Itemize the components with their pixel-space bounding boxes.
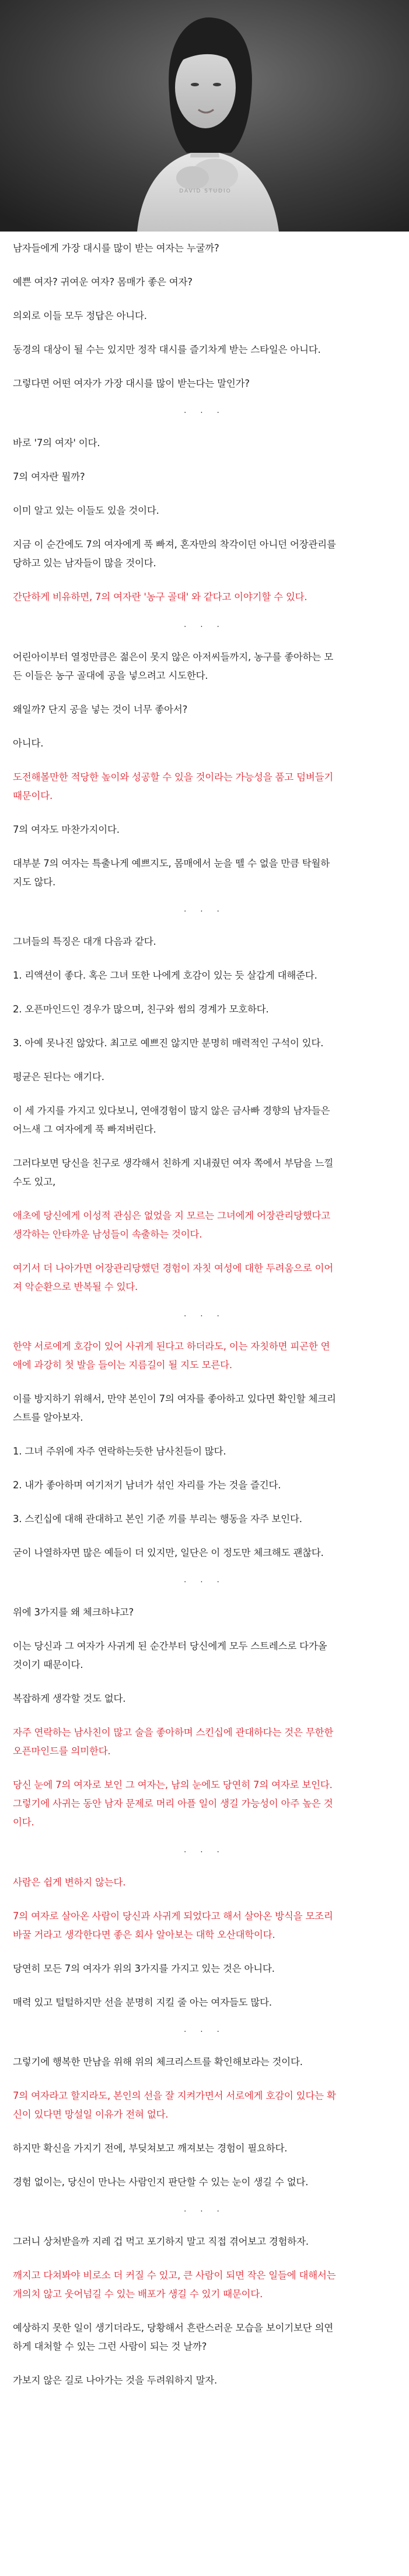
text-line: 그러다보면 당신을 친구로 생각해서 친하게 지내줬던 여자 쪽에서 부담을 느낄 bbox=[13, 1158, 334, 1169]
text-line: 그렇다면 어떤 여자가 가장 대시를 많이 받는다는 말인가? bbox=[13, 378, 250, 389]
text-line: 매력 있고 털털하지만 선을 분명히 지킬 줄 아는 여자들도 많다. bbox=[13, 1997, 272, 2008]
text-line: 당연히 모든 7의 여자가 위의 3가지를 가지고 있는 것은 아니다. bbox=[13, 1963, 275, 1974]
text-line: 7의 여자도 마찬가지이다. bbox=[13, 824, 120, 835]
text-line: 든 이들은 농구 골대에 공을 넣으려고 시도한다. bbox=[13, 670, 208, 681]
text-line: 아니다. bbox=[13, 738, 44, 749]
text-line: 3. 아예 못나진 않았다. 최고로 예쁘진 않지만 분명히 매력적인 구석이 있다. bbox=[13, 1038, 324, 1049]
highlighted-text-line: 도전해볼만한 적당한 높이와 성공할 수 있을 것이라는 가능성을 품고 덤벼들기 bbox=[13, 772, 334, 783]
text-line: 1. 리액션이 좋다. 혹은 그녀 또한 나에게 호감이 있는 듯 살갑게 대해준다. bbox=[13, 970, 317, 981]
text-line: 굳이 나열하자면 많은 예들이 더 있지만, 일단은 이 정도만 체크해도 괜찮다. bbox=[13, 1547, 324, 1558]
portrait-illustration bbox=[0, 0, 409, 232]
text-line: 남자들에게 가장 대시를 많이 받는 여자는 누굴까? bbox=[13, 243, 219, 254]
text-line: 의외로 이들 모두 정답은 아니다. bbox=[13, 310, 147, 321]
highlighted-text-line: 오픈마인드를 의미한다. bbox=[13, 1746, 111, 1757]
text-line: 하지만 확신을 가지기 전에, 부딪쳐보고 깨져보는 경험이 필요하다. bbox=[13, 2143, 288, 2154]
section-separator: · · · bbox=[184, 2028, 225, 2037]
section-separator: · · · bbox=[184, 623, 225, 632]
highlighted-text-line: 7의 여자라고 할지라도, 본인의 선을 잘 지켜가면서 서로에게 호감이 있다는 확 bbox=[13, 2090, 336, 2101]
text-line: 그녀들의 특징은 대개 다음과 같다. bbox=[13, 936, 156, 947]
section-separator: · · · bbox=[184, 1312, 225, 1321]
text-line: 2. 오픈마인드인 경우가 많으며, 친구와 썸의 경계가 모호하다. bbox=[13, 1004, 269, 1015]
highlighted-text-line: 애에 과강히 첫 발을 들이는 지름길이 될 지도 모른다. bbox=[13, 1359, 232, 1371]
text-line: 위에 3가지를 왜 체크하냐고? bbox=[13, 1607, 134, 1618]
text-line: 그렇기에 행복한 만남을 위해 위의 체크리스트를 확인해보라는 것이다. bbox=[13, 2056, 303, 2067]
text-line: 어느새 그 여자에게 푹 빠져버린다. bbox=[13, 1124, 156, 1135]
highlighted-text-line: 애초에 당신에게 이성적 관심은 없었을 지 모르는 그녀에게 어장관리당했다고 bbox=[13, 1210, 331, 1221]
text-line: 복잡하게 생각할 것도 없다. bbox=[13, 1693, 126, 1704]
hero-photo bbox=[0, 0, 409, 232]
text-line: 바로 '7의 여자' 이다. bbox=[13, 437, 100, 448]
text-line: 지금 이 순간에도 7의 여자에게 푹 빠져, 혼자만의 착각이던 아니던 어장관리를 bbox=[13, 539, 336, 550]
text-line: 것이기 때문이다. bbox=[13, 1659, 83, 1670]
text-line: 스트를 알아보자. bbox=[13, 1412, 83, 1423]
photo-caption: DAVID STUDIO bbox=[179, 188, 232, 194]
text-line: 평균은 된다는 얘기다. bbox=[13, 1071, 104, 1082]
highlighted-text-line: 때문이다. bbox=[13, 790, 53, 801]
highlighted-text-line: 여기서 더 나아가면 어장관리당했던 경험이 자칫 여성에 대한 두려움으로 이어 bbox=[13, 1263, 334, 1274]
text-line: 예쁜 여자? 귀여운 여자? 몸매가 좋은 여자? bbox=[13, 276, 193, 288]
text-line: 수도 있고, bbox=[13, 1176, 56, 1187]
highlighted-text-line: 생각하는 안타까운 남성들이 속출하는 것이다. bbox=[13, 1229, 202, 1240]
text-line: 2. 내가 좋아하며 여기저기 남녀가 섞인 자리를 가는 것을 즐긴다. bbox=[13, 1480, 281, 1491]
text-line: 이 세 가지를 가지고 있다보니, 연애경험이 많지 않은 금사빠 경향의 남자들은 bbox=[13, 1105, 330, 1116]
text-line: 경험 없이는, 당신이 만나는 사람인지 판단할 수 있는 눈이 생길 수 없다. bbox=[13, 2177, 309, 2188]
text-line: 1. 그녀 주위에 자주 연락하는듯한 남사친들이 많다. bbox=[13, 1446, 226, 1457]
section-separator: · · · bbox=[184, 409, 225, 418]
text-line: 왜일까? 단지 공을 넣는 것이 너무 좋아서? bbox=[13, 704, 188, 715]
highlighted-text-line: 그렇기에 사귀는 동안 남자 문제로 머리 아플 일이 생길 가능성이 아주 높은 것 bbox=[13, 1798, 333, 1809]
text-line: 7의 여자란 뭘까? bbox=[13, 471, 85, 482]
highlighted-text-line: 자주 연락하는 남사친이 많고 술을 좋아하며 스킨십에 관대하다는 것은 무한한 bbox=[13, 1727, 334, 1738]
highlighted-text-line: 이다. bbox=[13, 1817, 34, 1828]
text-line: 3. 스킨십에 대해 관대하고 본인 기준 끼를 부리는 행동을 자주 보인다. bbox=[13, 1513, 302, 1524]
text-line: 예상하지 못한 일이 생기더라도, 당황해서 흔란스러운 모습을 보이기보단 의연 bbox=[13, 2322, 334, 2333]
highlighted-text-line: 7의 여자로 살아온 사람이 당신과 사귀게 되었다고 해서 살아온 방식을 모조리 bbox=[13, 1911, 333, 1922]
section-separator: · · · bbox=[184, 1578, 225, 1587]
text-line: 이를 방지하기 위해서, 만약 본인이 7의 여자를 좋아하고 있다면 확인할 체크리 bbox=[13, 1393, 336, 1404]
section-separator: · · · bbox=[184, 907, 225, 916]
highlighted-text-line: 당신 눈에 7의 여자로 보인 그 여자는, 남의 눈에도 당연히 7의 여자로 보인다. bbox=[13, 1779, 333, 1790]
text-line: 당하고 있는 남자들이 많을 것이다. bbox=[13, 558, 156, 569]
text-line: 어린아이부터 열정만큼은 젊은이 못지 않은 아저씨들까지, 농구를 좋아하는 모 bbox=[13, 651, 334, 663]
highlighted-text-line: 깨지고 다쳐봐야 비로소 더 커질 수 있고, 큰 사람이 되면 작은 일들에 대해서는 bbox=[13, 2270, 336, 2281]
text-line: 이는 당신과 그 여자가 사귀게 된 순간부터 당신에게 모두 스트레스로 다가올 bbox=[13, 1641, 327, 1652]
highlighted-text-line: 한약 서로에게 호감이 있어 사귀게 된다고 하더라도, 이는 자칫하면 피곤한 연 bbox=[13, 1341, 330, 1352]
highlighted-text-line: 개의치 않고 웃어넘길 수 있는 배포가 생길 수 있기 때문이다. bbox=[13, 2288, 263, 2300]
text-line: 하게 대처할 수 있는 그런 사람이 되는 것 날까? bbox=[13, 2341, 207, 2352]
text-line: 그러니 상처받을까 지레 겁 먹고 포기하지 말고 직접 겪어보고 경험하자. bbox=[13, 2236, 309, 2247]
text-line: 동경의 대상이 될 수는 있지만 정작 대시를 즐기차게 받는 스타일은 아니다. bbox=[13, 344, 321, 355]
highlighted-text-line: 신이 있다면 망설일 이유가 전혀 없다. bbox=[13, 2109, 169, 2120]
section-separator: · · · bbox=[184, 2207, 225, 2216]
text-line: 지도 않다. bbox=[13, 877, 56, 888]
highlighted-text-line: 사람은 쉽게 변하지 않는다. bbox=[13, 1877, 126, 1888]
text-line: 대부분 7의 여자는 특출나게 예쁘지도, 몸매에서 눈을 뗄 수 없을 만큼 탁월하 bbox=[13, 858, 330, 869]
section-separator: · · · bbox=[184, 1848, 225, 1857]
text-line: 이미 알고 있는 이들도 있을 것이다. bbox=[13, 505, 159, 516]
highlighted-text-line: 져 악순환으로 반복될 수 있다. bbox=[13, 1281, 138, 1292]
highlighted-text-line: 간단하게 비유하면, 7의 여자란 '농구 골대' 와 같다고 이야기할 수 있다. bbox=[13, 591, 307, 602]
text-line: 가보지 않은 길로 나아가는 것을 두려워하지 말자. bbox=[13, 2375, 218, 2386]
highlighted-text-line: 바꿀 거라고 생각한다면 좋은 회사 알아보는 대학 오산대학이다. bbox=[13, 1929, 275, 1940]
